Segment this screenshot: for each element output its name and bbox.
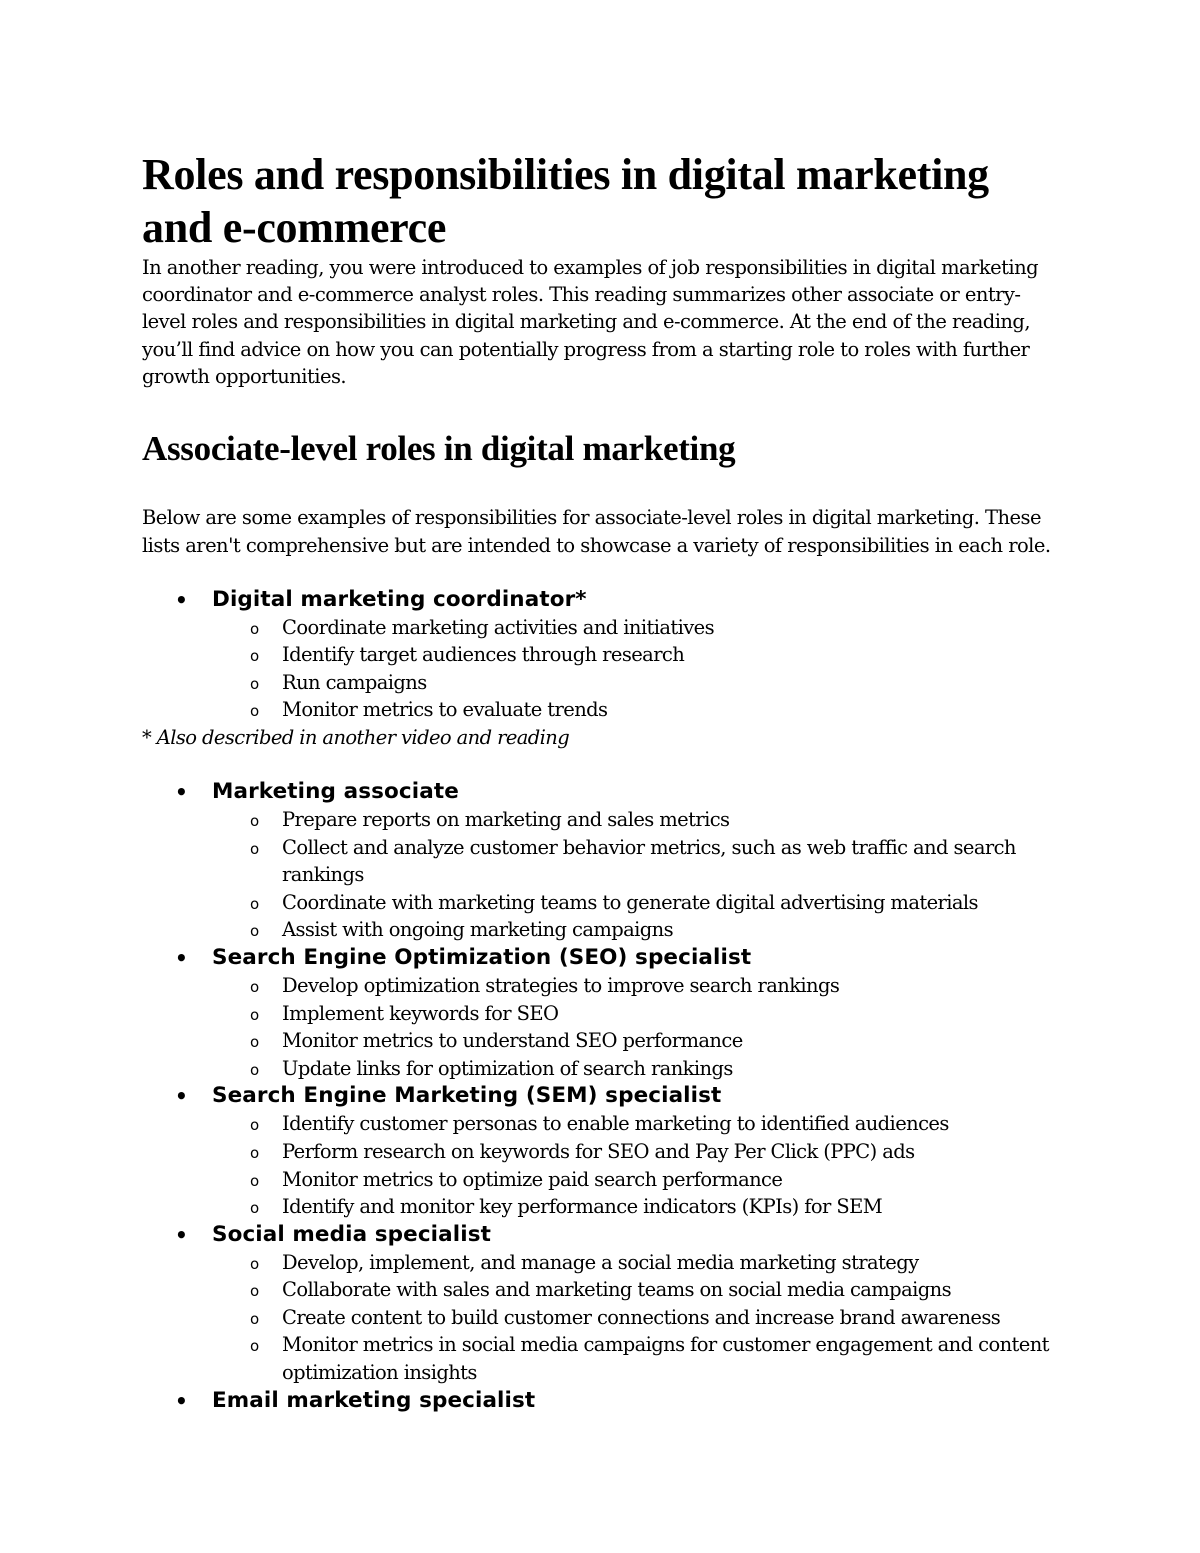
role-title: Search Engine Optimization (SEO) specialist — [212, 944, 752, 970]
task-item — [142, 806, 1062, 834]
task-item — [142, 834, 1062, 889]
task-item — [142, 1166, 1062, 1194]
role-item-email-marketing-specialist — [142, 1387, 1062, 1415]
role-item-social-media-specialist — [142, 1221, 1062, 1387]
sub-bullet-icon: o — [250, 647, 259, 666]
sub-bullet-icon: o — [250, 839, 259, 858]
sub-bullet-icon: o — [250, 1116, 259, 1135]
sub-bullet-icon: o — [250, 977, 259, 996]
sub-bullet-icon: o — [250, 811, 259, 830]
bullet-icon: • — [175, 1222, 188, 1247]
task-text: Monitor metrics to understand SEO performance — [282, 1029, 743, 1053]
task-list — [142, 806, 1062, 944]
sub-bullet-icon: o — [250, 1282, 259, 1301]
task-text: Prepare reports on marketing and sales metrics — [282, 807, 730, 831]
sub-bullet-icon: o — [250, 1060, 259, 1079]
sub-bullet-icon: o — [250, 1309, 259, 1328]
sub-bullet-icon: o — [250, 619, 259, 638]
task-text: Monitor metrics to optimize paid search performance — [282, 1167, 783, 1191]
sub-bullet-icon: o — [250, 1005, 259, 1024]
task-item — [142, 972, 1062, 1000]
bullet-icon: • — [175, 945, 188, 970]
role-list-primary — [142, 586, 1062, 724]
footnote-text: Also described in another video and reading — [156, 725, 570, 749]
task-text: Monitor metrics to evaluate trends — [282, 698, 608, 722]
sub-bullet-icon: o — [250, 1143, 259, 1162]
task-item — [142, 889, 1062, 917]
task-text: Monitor metrics in social media campaigns for customer engagement and content optimization insights — [282, 1333, 1049, 1385]
task-text: Update links for optimization of search rankings — [282, 1056, 733, 1080]
role-list — [142, 778, 1062, 1415]
task-item — [142, 1331, 1062, 1386]
task-text: Identify and monitor key performance indicators (KPIs) for SEM — [282, 1195, 883, 1219]
task-item — [142, 1138, 1062, 1166]
document-title: Roles and responsibilities in digital marketing and e-commerce — [142, 150, 989, 252]
task-text: Coordinate marketing activities and initiatives — [282, 615, 715, 639]
role-title: Marketing associate — [212, 778, 459, 804]
document-page — [142, 148, 1062, 1415]
role-heading — [142, 944, 1062, 972]
task-item — [142, 1055, 1062, 1083]
task-item — [142, 1304, 1062, 1332]
task-item — [142, 696, 1062, 724]
section-heading: Associate-level roles in digital marketing — [142, 429, 736, 469]
intro-paragraph: In another reading, you were introduced to examples of job responsibilities in digital marketing coordinator and e-commerce analyst roles. This reading summarizes other associate or entry-level roles and responsibilities in digital marketing and e-commerce. At the end of the reading, you’ll find advice on how you can potentially progress from a starting role to roles with further growth opportunities. — [142, 256, 1039, 388]
task-list — [142, 1249, 1062, 1387]
task-item — [142, 1193, 1062, 1221]
task-item — [142, 1000, 1062, 1028]
role-item-search-engine-optimization-seo-specialist — [142, 944, 1062, 1082]
role-heading — [142, 778, 1062, 806]
task-text: Coordinate with marketing teams to generate digital advertising materials — [282, 890, 978, 914]
sub-bullet-icon: o — [250, 1199, 259, 1218]
task-text: Identify customer personas to enable marketing to identified audiences — [282, 1112, 949, 1136]
bullet-icon: • — [175, 587, 188, 612]
task-text: Create content to build customer connections and increase brand awareness — [282, 1305, 1001, 1329]
sub-bullet-icon: o — [250, 1033, 259, 1052]
task-text: Develop optimization strategies to improve search rankings — [282, 973, 840, 997]
role-heading — [142, 586, 1062, 614]
task-item — [142, 1027, 1062, 1055]
sub-bullet-icon: o — [250, 1171, 259, 1190]
bullet-icon: • — [175, 779, 188, 804]
task-item — [142, 1110, 1062, 1138]
section-lead-paragraph: Below are some examples of responsibilities for associate-level roles in digital marketing. These lists aren't comprehensive but are intended to showcase a variety of responsibilities in each role. — [142, 506, 1051, 557]
task-text: Implement keywords for SEO — [282, 1001, 559, 1025]
task-item — [142, 1276, 1062, 1304]
role-title: Email marketing specialist — [212, 1387, 536, 1413]
role-item-digital-marketing-coordinator — [142, 586, 1062, 724]
footnote-star: * — [142, 725, 152, 749]
task-text: Collect and analyze customer behavior metrics, such as web traffic and search rankings — [282, 835, 1016, 887]
task-list — [142, 972, 1062, 1082]
task-text: Develop, implement, and manage a social media marketing strategy — [282, 1250, 919, 1274]
sub-bullet-icon: o — [250, 894, 259, 913]
sub-bullet-icon: o — [250, 1337, 259, 1356]
role-title: Search Engine Marketing (SEM) specialist — [212, 1083, 722, 1109]
task-list — [142, 614, 1062, 724]
bullet-icon: • — [175, 1084, 188, 1109]
role-item-marketing-associate — [142, 778, 1062, 944]
task-text: Identify target audiences through research — [282, 643, 685, 667]
sub-bullet-icon: o — [250, 702, 259, 721]
task-item — [142, 669, 1062, 697]
task-text: Run campaigns — [282, 670, 427, 694]
role-heading — [142, 1082, 1062, 1110]
task-item — [142, 916, 1062, 944]
sub-bullet-icon: o — [250, 1254, 259, 1273]
role-heading — [142, 1221, 1062, 1249]
footnote — [142, 724, 1062, 752]
role-heading — [142, 1387, 1062, 1415]
sub-bullet-icon: o — [250, 674, 259, 693]
task-item — [142, 614, 1062, 642]
role-item-search-engine-marketing-sem-specialist — [142, 1082, 1062, 1220]
task-text: Assist with ongoing marketing campaigns — [282, 918, 674, 942]
task-list — [142, 1110, 1062, 1220]
task-item — [142, 1249, 1062, 1277]
sub-bullet-icon: o — [250, 922, 259, 941]
role-title: Digital marketing coordinator* — [212, 586, 587, 612]
task-text: Perform research on keywords for SEO and Pay Per Click (PPC) ads — [282, 1139, 915, 1163]
task-text: Collaborate with sales and marketing teams on social media campaigns — [282, 1278, 951, 1302]
bullet-icon: • — [175, 1388, 188, 1413]
task-item — [142, 641, 1062, 669]
role-title: Social media specialist — [212, 1221, 491, 1247]
